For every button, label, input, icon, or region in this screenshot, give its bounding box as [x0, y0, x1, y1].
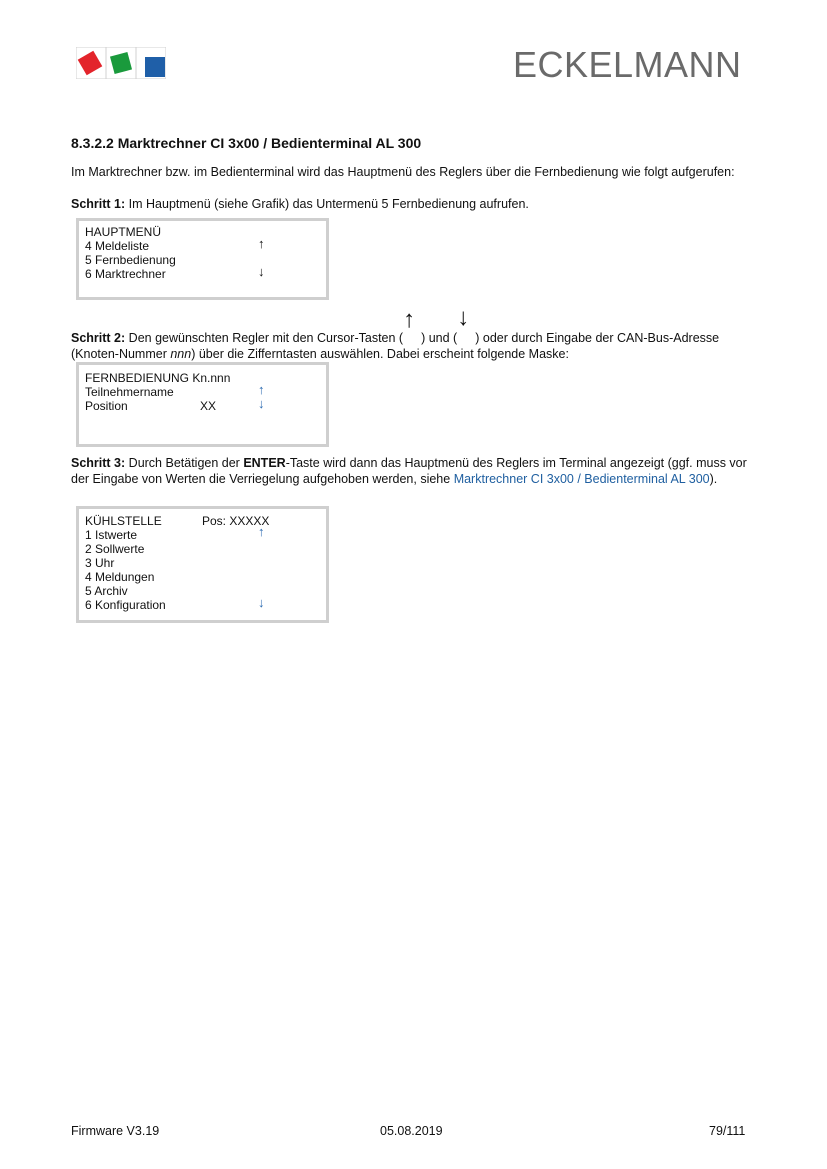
logo-red-square [78, 51, 103, 76]
footer-page-number: 79/111 [709, 1124, 746, 1138]
step2-label: Schritt 2: [71, 331, 126, 345]
step2-paragraph [71, 304, 751, 362]
step2-text: Den gewünschten Regler mit den Cursor-Tasten ( [125, 331, 404, 345]
section-title: 8.3.2.2 Marktrechner CI 3x00 / Bedienterminal AL 300 [71, 135, 422, 151]
step2-text: ) über die Zifferntasten auswählen. Dabei erscheint folgende Maske: [191, 347, 569, 361]
step3-text: -Taste wird dann das Hauptmenü des Reglers im Terminal angezeigt (ggf. muss vor der Eingabe von Werten die Verriegelung aufgehoben werden, siehe [71, 456, 747, 486]
cross-reference-link[interactable]: Marktrechner CI 3x00 / Bedienterminal AL 300 [453, 472, 710, 486]
step2-text: ) oder durch Eingabe der CAN-Bus-Adresse (Knoten-Nummer [71, 331, 720, 361]
screen3-line: 1 Istwerte [85, 528, 138, 542]
screen3-line: 6 Konfiguration [85, 598, 166, 612]
terminal-screen-hauptmenue [76, 218, 329, 300]
step1-text: Im Hauptmenü (siehe Grafik) das Untermenü 5 Fernbedienung aufrufen. [125, 197, 529, 211]
intro-paragraph: Im Marktrechner bzw. im Bedienterminal wird das Hauptmenü des Reglers über die Fernbedienung wie folgt aufgerufen: [71, 165, 735, 179]
screen3-line: 3 Uhr [85, 556, 115, 570]
screen1-line: 4 Meldeliste [85, 239, 150, 253]
arrow-down-icon: ↓ [258, 396, 265, 411]
arrow-up-icon: ↑ [258, 524, 265, 539]
arrow-down-icon: ↓ [258, 595, 265, 610]
enter-key-label: ENTER [243, 456, 286, 470]
screen3-pos: Pos: XXXXX [202, 514, 270, 528]
arrow-up-icon: ↑ [258, 382, 265, 397]
screen3-line: 5 Archiv [85, 584, 128, 598]
screen3-line: 4 Meldungen [85, 570, 155, 584]
eckelmann-logo-squares [76, 47, 166, 79]
cursor-up-icon: ↑ [403, 306, 416, 333]
step3-label: Schritt 3: [71, 456, 126, 470]
step1-paragraph [71, 196, 751, 212]
step3-paragraph [71, 455, 751, 487]
logo-blue-square [145, 57, 165, 77]
screen3-line: 2 Sollwerte [85, 542, 145, 556]
screen1-line: HAUPTMENÜ [85, 225, 162, 239]
arrow-up-icon: ↑ [258, 236, 265, 251]
screen2-position-value: XX [200, 399, 217, 413]
terminal-screen-fernbedienung [76, 362, 329, 447]
screen2-line: Teilnehmername [85, 385, 174, 399]
arrow-down-icon: ↓ [258, 264, 265, 279]
screen2-title: FERNBEDIENUNG Kn.nnn [85, 371, 231, 385]
knoten-nummer: nnn [170, 347, 192, 361]
footer-date: 05.08.2019 [380, 1124, 443, 1138]
step3-text: Durch Betätigen der [125, 456, 244, 470]
screen1-line: 6 Marktrechner [85, 267, 166, 281]
screen1-line: 5 Fernbedienung [85, 253, 176, 267]
step1-label: Schritt 1: [71, 197, 126, 211]
screen3-title: KÜHLSTELLE [85, 514, 162, 528]
step3-text: ). [709, 472, 718, 486]
logo-green-square [110, 52, 132, 74]
brand-wordmark: ECKELMANN [513, 44, 742, 85]
step2-text: ) und ( [421, 331, 458, 345]
footer-firmware: Firmware V3.19 [71, 1124, 160, 1138]
cursor-down-icon: ↓ [457, 304, 470, 331]
terminal-screen-kuehlstelle [76, 506, 329, 623]
screen2-line: Position [85, 399, 128, 413]
